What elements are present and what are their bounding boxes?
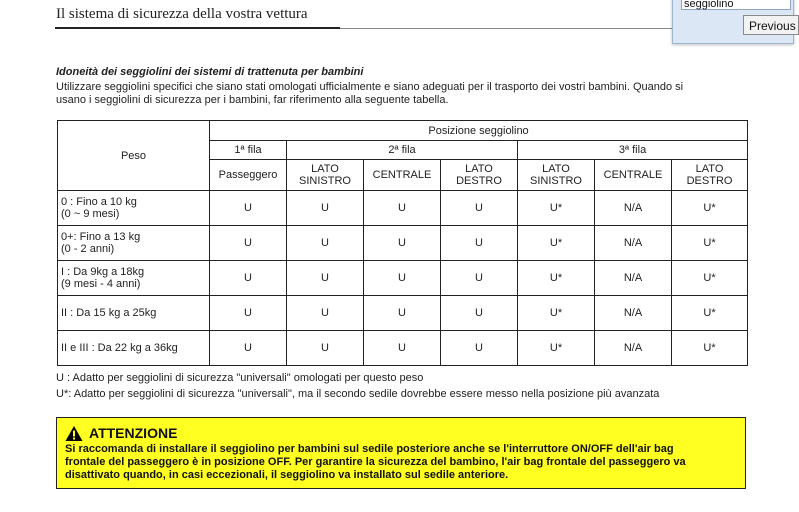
cell-value: U xyxy=(287,226,364,261)
intro-line: Utilizzare seggiolini specifici che siano stati omologati ufficialmente e siano adeguati per il trasporto dei vostri bambini. Quando si xyxy=(56,81,684,93)
intro-line: usano i seggiolini di sicurezza per i bambini, far riferimento alla seguente tabella. xyxy=(56,94,449,106)
cell-value: U xyxy=(210,331,287,366)
cell-value: U xyxy=(287,261,364,296)
table-row xyxy=(58,296,748,331)
weight-class: II e III : Da 22 kg a 36kg xyxy=(58,331,210,366)
cell-value: U xyxy=(364,296,441,331)
warning-text xyxy=(65,443,737,482)
seat-r3-center: CENTRALE xyxy=(595,160,672,191)
seat-r3-right: LATO DESTRO xyxy=(672,160,748,191)
warning-line: frontale del passeggero è in posizione OFF. Per garantire la sicurezza del bambino, l'air bag frontale del passeggero va xyxy=(65,456,686,468)
cell-value: U xyxy=(441,331,518,366)
find-input[interactable]: seggiolino xyxy=(681,0,791,10)
child-seat-table xyxy=(57,120,748,366)
table-legend xyxy=(56,370,659,402)
cell-value: N/A xyxy=(595,331,672,366)
cell-value: U xyxy=(441,296,518,331)
cell-value: U* xyxy=(518,296,595,331)
cell-value: U xyxy=(210,296,287,331)
row3-header: 3ª fila xyxy=(518,141,748,160)
cell-value: U xyxy=(287,191,364,226)
header-underline xyxy=(55,27,340,29)
cell-value: U xyxy=(210,226,287,261)
table-row xyxy=(58,226,748,261)
cell-value: U xyxy=(364,191,441,226)
legend-u-star: U*: Adatto per seggiolini di sicurezza "universali", ma il secondo sedile dovrebbe essere messo nella posizione più avanzata xyxy=(56,388,660,400)
legend-u: U : Adatto per seggiolini di sicurezza "universali" omologati per questo peso xyxy=(56,372,424,384)
seat-r2-left: LATO SINISTRO xyxy=(287,160,364,191)
table-row xyxy=(58,261,748,296)
weight-class: I : Da 9kg a 18kg (9 mesi - 4 anni) xyxy=(58,261,210,296)
table-row xyxy=(58,331,748,366)
seat-r3-left: LATO SINISTRO xyxy=(518,160,595,191)
weight-class: II : Da 15 kg a 25kg xyxy=(58,296,210,331)
warning-box xyxy=(56,417,746,489)
row2-header: 2ª fila xyxy=(287,141,518,160)
seat-passenger: Passeggero xyxy=(210,160,287,191)
cell-value: U xyxy=(210,261,287,296)
table-row xyxy=(58,191,748,226)
position-header: Posizione seggiolino xyxy=(210,121,748,141)
weight-header: Peso xyxy=(58,121,210,191)
weight-class: 0+: Fino a 13 kg (0 - 2 anni) xyxy=(58,226,210,261)
cell-value: U* xyxy=(672,226,748,261)
cell-value: U xyxy=(364,226,441,261)
cell-value: U xyxy=(364,331,441,366)
seat-r2-center: CENTRALE xyxy=(364,160,441,191)
cell-value: U xyxy=(441,191,518,226)
cell-value: U* xyxy=(672,331,748,366)
cell-value: U xyxy=(441,261,518,296)
seat-r2-right: LATO DESTRO xyxy=(441,160,518,191)
cell-value: U* xyxy=(518,191,595,226)
warning-triangle-icon xyxy=(65,425,83,442)
cell-value: N/A xyxy=(595,191,672,226)
warning-line: Si raccomanda di installare il seggiolino per bambini sul sedile posteriore anche se l'interruttore ON/OFF dell'air bag xyxy=(65,443,674,455)
cell-value: U* xyxy=(672,261,748,296)
cell-value: U* xyxy=(518,261,595,296)
warning-line: disattivato quando, in casi eccezionali, il seggiolino va installato sul sedile anteriore. xyxy=(65,469,509,481)
warning-heading xyxy=(65,424,737,442)
cell-value: U xyxy=(287,331,364,366)
cell-value: U xyxy=(210,191,287,226)
cell-value: U* xyxy=(672,296,748,331)
cell-value: N/A xyxy=(595,226,672,261)
cell-value: U xyxy=(441,226,518,261)
row1-header: 1ª fila xyxy=(210,141,287,160)
cell-value: U xyxy=(364,261,441,296)
find-previous-button[interactable]: Previous xyxy=(743,15,799,35)
cell-value: U* xyxy=(518,331,595,366)
cell-value: N/A xyxy=(595,296,672,331)
intro-paragraph xyxy=(56,81,756,107)
cell-value: U xyxy=(287,296,364,331)
find-toolbar xyxy=(672,0,794,44)
page-header-title: Il sistema di sicurezza della vostra vettura xyxy=(56,6,308,22)
cell-value: U* xyxy=(518,226,595,261)
warning-title: ATTENZIONE xyxy=(89,425,178,441)
cell-value: N/A xyxy=(595,261,672,296)
weight-class: 0 : Fino a 10 kg (0 ~ 9 mesi) xyxy=(58,191,210,226)
section-title: Idoneità dei seggiolini dei sistemi di trattenuta per bambini xyxy=(56,66,364,78)
cell-value: U* xyxy=(672,191,748,226)
